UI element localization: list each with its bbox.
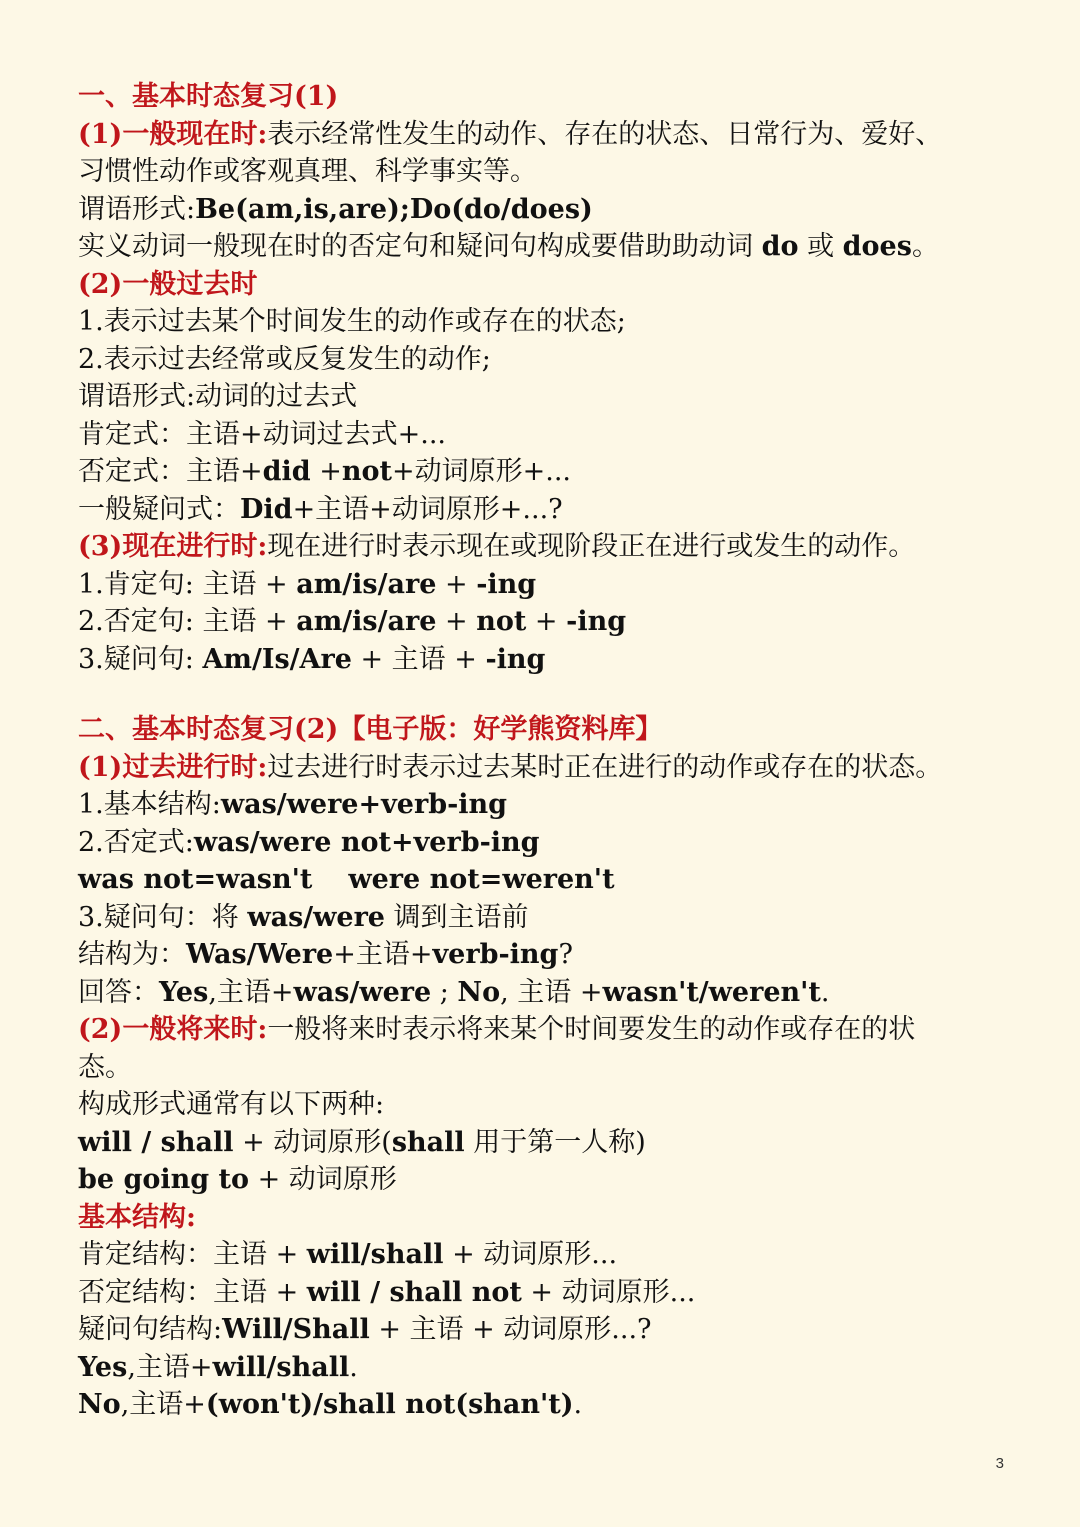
past-simple-item-2: 2.表示过去经常或反复发生的动作; (78, 343, 491, 375)
present-continuous-question: 3.疑问句: Am/Is/Are + 主语 + -ing (78, 643, 546, 675)
past-continuous-basic: 1.基本结构:was/were+verb-ing (78, 789, 508, 820)
future-simple-negative: 否定结构：主语 + will / shall not + 动词原形... (78, 1276, 696, 1308)
past-continuous-question: 3.疑问句：将 was/were 调到主语前 (78, 901, 529, 933)
future-simple-form-1: will / shall + 动词原形(shall 用于第一人称) (78, 1126, 646, 1158)
past-simple-affirm: 肯定式：主语+动词过去式+... (78, 418, 446, 450)
present-simple-note: 实义动词一般现在时的否定句和疑问句构成要借助助动词 do 或 does。 (78, 231, 939, 262)
future-simple-yes: Yes,主语+will/shall. (78, 1351, 358, 1383)
present-simple-predicate: 谓语形式:Be(am,is,are);Do(do/does) (78, 193, 593, 225)
future-simple-heading: (2)一般将来时: (78, 1014, 268, 1045)
present-simple-line2: 习惯性动作或客观真理、科学事实等。 (78, 156, 537, 187)
future-simple-line2: 态。 (78, 1051, 132, 1083)
present-continuous-negative: 2.否定句: 主语 + am/is/are + not + -ing (78, 606, 627, 637)
future-simple-line1: (2)一般将来时:一般将来时表示将来某个时间要发生的动作或存在的状 (78, 1014, 916, 1045)
present-continuous-affirm: 1.肯定句: 主语 + am/is/are + -ing (78, 568, 537, 600)
past-continuous-answer: 回答：Yes,主语+was/were ; No, 主语 +wasn't/weren't. (78, 976, 830, 1008)
section-spacer (78, 678, 1010, 711)
future-simple-form-2: be going to + 动词原形 (78, 1164, 397, 1195)
past-continuous-contractions: was not=wasn't were not=weren't (78, 864, 615, 895)
present-simple-heading: (1)一般现在时: (78, 118, 268, 150)
basic-structure-heading: 基本结构: (78, 1201, 196, 1233)
section2-title: 二、基本时态复习(2)【电子版：好学熊资料库】 (78, 714, 663, 745)
present-simple-line1 (78, 116, 1010, 154)
past-simple-heading: (2)一般过去时 (78, 268, 258, 300)
past-simple-negative: 否定式：主语+did +not+动词原形+... (78, 456, 571, 487)
past-continuous-negative: 2.否定式:was/were not+verb-ing (78, 826, 540, 858)
present-continuous-line: (3)现在进行时:现在进行时表示现在或现阶段正在进行或发生的动作。 (78, 531, 916, 562)
future-simple-affirm: 肯定结构：主语 + will/shall + 动词原形... (78, 1239, 618, 1270)
future-simple-forms-intro: 构成形式通常有以下两种: (78, 1089, 385, 1120)
section1-title: 一、基本时态复习(1) (78, 81, 339, 112)
past-simple-question: 一般疑问式：Did+主语+动词原形+...? (78, 493, 563, 525)
past-simple-item-1: 1.表示过去某个时间发生的动作或存在的状态; (78, 306, 626, 337)
present-continuous-heading: (3)现在进行时: (78, 531, 268, 562)
future-simple-no: No,主语+(won't)/shall not(shan't). (78, 1389, 583, 1420)
past-continuous-line: (1)过去进行时:过去进行时表示过去某时正在进行的动作或存在的状态。 (78, 751, 943, 783)
past-continuous-structure: 结构为：Was/Were+主语+verb-ing? (78, 939, 573, 970)
present-simple-desc: 表示经常性发生的动作、存在的状态、日常行为、爱好、 (267, 118, 943, 150)
future-simple-question: 疑问句结构:Will/Shall + 主语 + 动词原形...? (78, 1314, 652, 1345)
past-continuous-heading: (1)过去进行时: (78, 751, 268, 783)
past-simple-predicate: 谓语形式:动词的过去式 (78, 381, 358, 412)
page-number: 3 (995, 1455, 1004, 1472)
